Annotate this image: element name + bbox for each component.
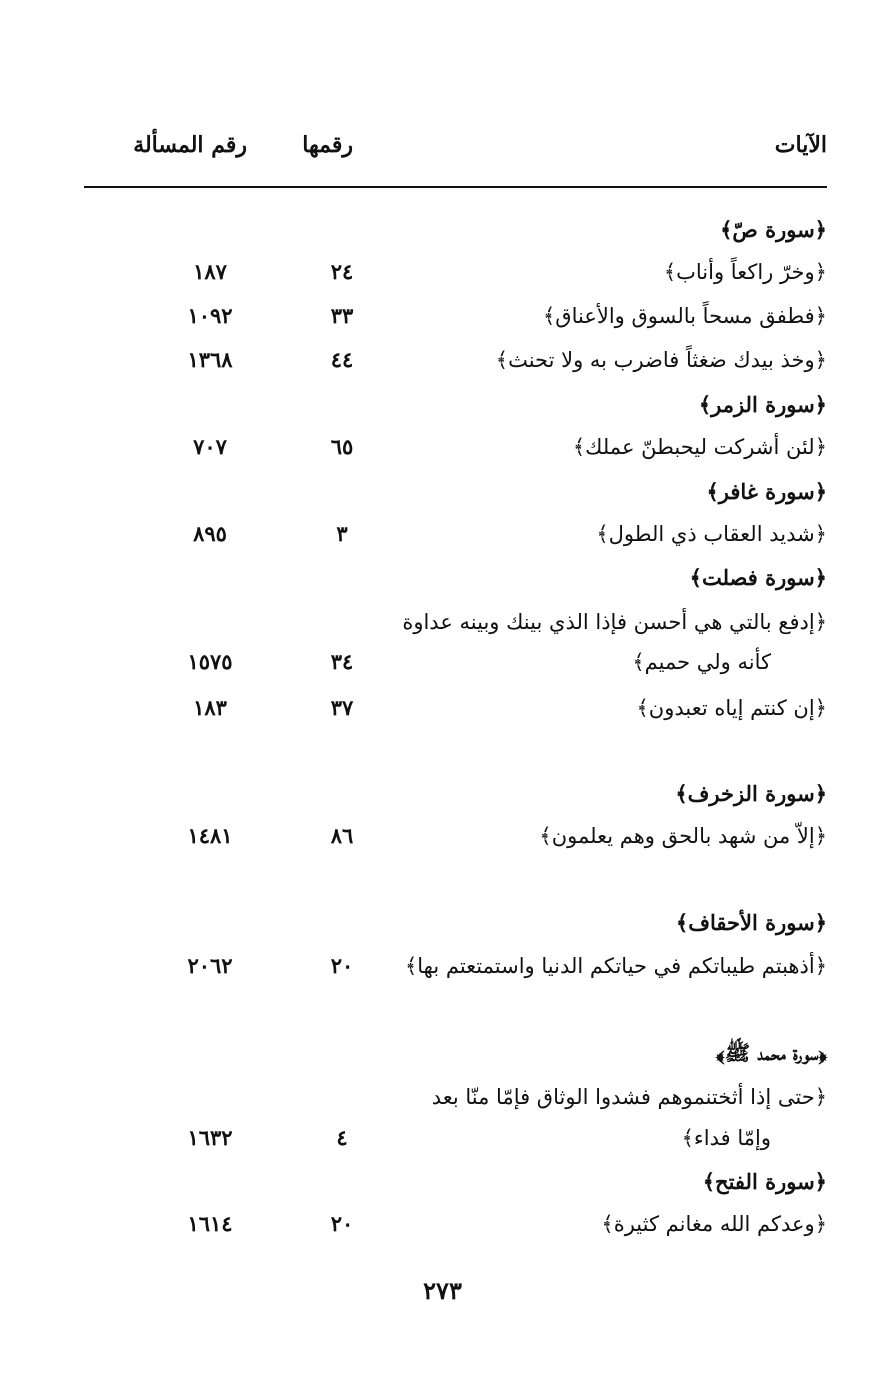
- surah-heading: ﴿سورة الأحقاف﴾: [675, 910, 827, 935]
- surah-heading-row: [84, 472, 827, 512]
- issue-number: ١٤٨١: [187, 823, 233, 848]
- surah-heading: ﴿سورة غافر﴾: [706, 479, 827, 504]
- issue-number: ١٥٧٥: [187, 649, 233, 674]
- surah-heading: ﴿سورة محمد ﷺ﴾: [716, 1040, 827, 1065]
- verse-number: ٣٤: [330, 649, 354, 674]
- surah-heading-row: [84, 903, 827, 943]
- verse-number: ٣٣: [330, 303, 354, 328]
- verse-text: ﴿حتى إذا أثختنموهم فشدوا الوثاق فإمّا منّا بعد: [431, 1085, 827, 1109]
- verse-number: ٢٠: [330, 1211, 354, 1236]
- surah-heading-row: [84, 558, 827, 598]
- issue-number-column-header: رقم المسألة: [133, 132, 247, 158]
- issue-number: ١٠٩٢: [187, 303, 233, 328]
- verse-row: [84, 340, 827, 380]
- header-divider: [84, 186, 827, 188]
- issue-number: ١٣٦٨: [187, 347, 233, 372]
- verse-text: ﴿إن كنتم إياه تعبدون﴾: [636, 696, 827, 720]
- issue-number: ١٦٣٢: [187, 1125, 233, 1150]
- verse-row: [84, 427, 827, 467]
- surah-heading-row: [84, 385, 827, 425]
- verse-row: [84, 514, 827, 554]
- verse-number: ٨٦: [330, 823, 354, 848]
- issue-number: ١٨٧: [193, 259, 227, 284]
- surah-heading: ﴿سورة صّ﴾: [720, 217, 827, 242]
- verse-text: ﴿وخرّ راكعاً وأناب﴾: [663, 260, 827, 284]
- verse-text: ﴿فطفق مسحاً بالسوق والأعناق﴾: [542, 304, 827, 328]
- issue-number: ١٨٣: [193, 695, 227, 720]
- verse-row: [84, 602, 827, 642]
- verse-number: ٦٥: [330, 434, 354, 459]
- issue-number: ١٦١٤: [187, 1211, 233, 1236]
- verse-continuation-row: [84, 1118, 827, 1158]
- verse-continuation-row: [84, 642, 827, 682]
- verse-row: [84, 296, 827, 336]
- surah-heading: ﴿سورة الزخرف﴾: [675, 781, 827, 806]
- verse-text: ﴿وعدكم الله مغانم كثيرة﴾: [601, 1212, 827, 1236]
- surah-heading: ﴿سورة الفتح﴾: [702, 1169, 827, 1194]
- verse-number: ٢٠: [330, 953, 354, 978]
- verse-continuation-text: كأنه ولي حميم﴾: [632, 650, 771, 674]
- issue-number: ٢٠٦٢: [187, 953, 233, 978]
- verse-text: ﴿إلاّ من شهد بالحق وهم يعلمون﴾: [539, 824, 827, 848]
- verse-text: ﴿إدفع بالتي هي أحسن فإذا الذي بينك وبينه عداوة: [402, 610, 827, 634]
- verse-text: ﴿شديد العقاب ذي الطول﴾: [596, 522, 827, 546]
- verse-number: ٣: [336, 521, 348, 546]
- issue-number: ٧٠٧: [193, 434, 227, 459]
- verse-number: ٤٤: [330, 347, 354, 372]
- surah-heading: ﴿سورة الزمر﴾: [698, 392, 827, 417]
- verse-row: [84, 252, 827, 292]
- verse-row: [84, 946, 827, 986]
- surah-heading-row: [84, 1033, 827, 1073]
- verse-number: ٢٤: [330, 259, 354, 284]
- surah-heading-row: [84, 1162, 827, 1202]
- verse-number: ٤: [336, 1125, 348, 1150]
- verse-continuation-text: وإمّا فداء﴾: [681, 1126, 771, 1150]
- verse-row: [84, 1077, 827, 1117]
- verse-text: ﴿لئن أشركت ليحبطنّ عملك﴾: [572, 435, 827, 459]
- verse-text: ﴿أذهبتم طيباتكم في حياتكم الدنيا واستمتعتم بها﴾: [404, 954, 827, 978]
- verse-number: ٣٧: [330, 695, 354, 720]
- surah-heading: ﴿سورة فصلت﴾: [689, 565, 827, 590]
- verse-number-column-header: رقمها: [302, 132, 353, 158]
- verses-column-header: الآيات: [774, 132, 827, 158]
- verse-text: ﴿وخذ بيدك ضغثاً فاضرب به ولا تحنث﴾: [495, 348, 827, 372]
- issue-number: ٨٩٥: [193, 521, 227, 546]
- surah-heading-row: [84, 774, 827, 814]
- page-number: ٢٧٣: [423, 1276, 462, 1305]
- verse-row: [84, 816, 827, 856]
- verse-row: [84, 1204, 827, 1244]
- surah-heading-row: [84, 210, 827, 250]
- verse-row: [84, 688, 827, 728]
